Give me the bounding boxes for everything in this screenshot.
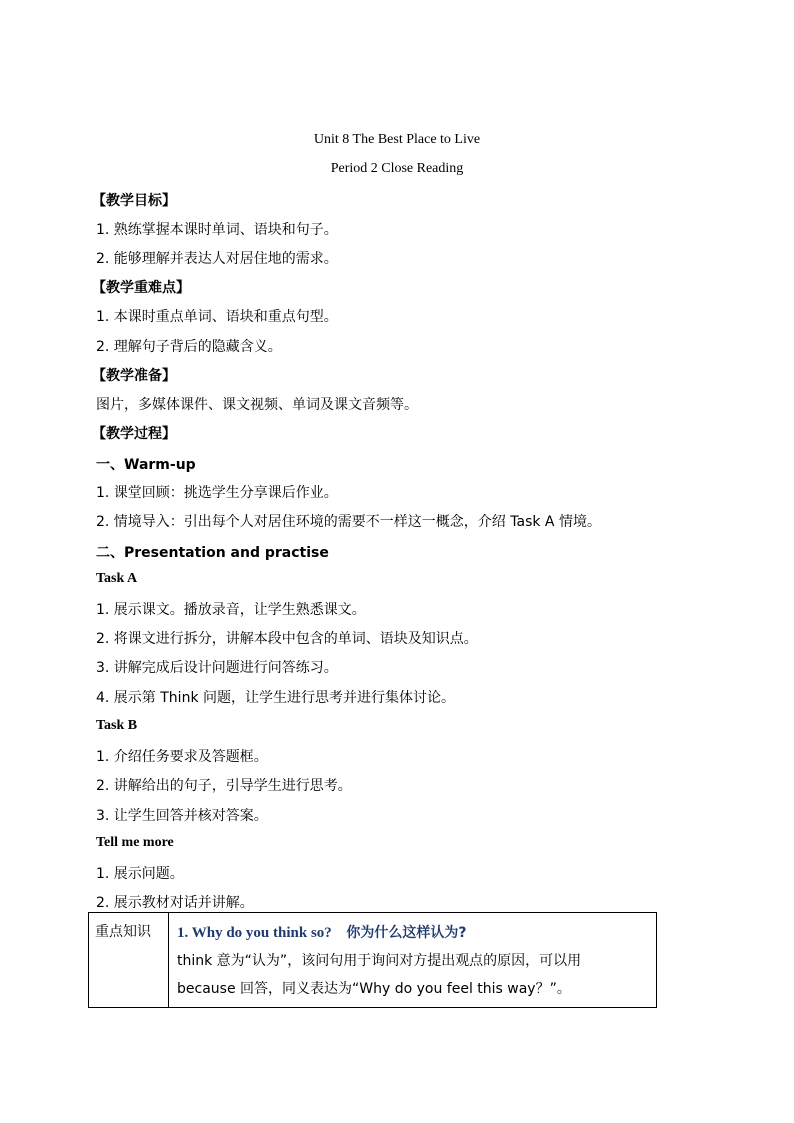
table-row — [89, 913, 657, 1008]
task-b-item: 3. 让学生回答并核对答案。 — [96, 808, 268, 824]
knowledge-content — [169, 913, 657, 1008]
question-zh: 你为什么这样认为? — [346, 925, 467, 941]
prep-heading: 【教学准备】 — [92, 368, 176, 384]
objective-item: 2. 能够理解并表达人对居住地的需求。 — [96, 251, 338, 267]
key-points-heading: 【教学重难点】 — [92, 280, 190, 296]
knowledge-label: 重点知识 — [89, 913, 169, 1008]
task-a-item: 3. 讲解完成后设计问题进行问答练习。 — [96, 660, 338, 676]
task-a-item: 4. 展示第 Think 问题，让学生进行思考并进行集体讨论。 — [96, 690, 456, 706]
knowledge-explanation-line: think 意为“认为”，该问句用于询问对方提出观点的原因，可以用 — [177, 953, 582, 969]
tell-me-more-item: 2. 展示教材对话并讲解。 — [96, 895, 254, 911]
objectives-heading: 【教学目标】 — [92, 193, 176, 209]
process-heading: 【教学过程】 — [92, 426, 176, 442]
task-a-heading: Task A — [96, 571, 138, 586]
knowledge-table — [88, 912, 657, 1008]
question-en: 1. Why do you think so? — [177, 925, 332, 941]
task-a-item: 1. 展示课文。播放录音，让学生熟悉课文。 — [96, 602, 366, 618]
knowledge-explanation-line: because 回答，同义表达为“Why do you feel this way？”。 — [177, 981, 571, 997]
task-b-item: 2. 讲解给出的句子，引导学生进行思考。 — [96, 778, 352, 794]
key-point-item: 2. 理解句子背后的隐藏含义。 — [96, 339, 282, 355]
prep-text: 图片，多媒体课件、课文视频、单词及课文音频等。 — [96, 397, 418, 413]
warmup-item: 1. 课堂回顾：挑选学生分享课后作业。 — [96, 485, 338, 501]
tell-me-more-heading: Tell me more — [96, 835, 174, 850]
task-b-heading: Task B — [96, 718, 138, 733]
tell-me-more-item: 1. 展示问题。 — [96, 866, 184, 882]
task-b-item: 1. 介绍任务要求及答题框。 — [96, 749, 268, 765]
unit-title: Unit 8 The Best Place to Live — [313, 132, 481, 147]
task-a-item: 2. 将课文进行拆分，讲解本段中包含的单词、语块及知识点。 — [96, 631, 478, 647]
knowledge-question — [177, 919, 648, 947]
objective-item: 1. 熟练掌握本课时单词、语块和句子。 — [96, 222, 338, 238]
period-title: Period 2 Close Reading — [330, 161, 464, 176]
key-point-item: 1. 本课时重点单词、语块和重点句型。 — [96, 309, 338, 325]
warmup-heading: 一、Warm-up — [96, 457, 196, 473]
warmup-item: 2. 情境导入：引出每个人对居住环境的需要不一样这一概念，介绍 Task A 情境。 — [96, 514, 601, 530]
presentation-heading: 二、Presentation and practise — [96, 545, 329, 561]
